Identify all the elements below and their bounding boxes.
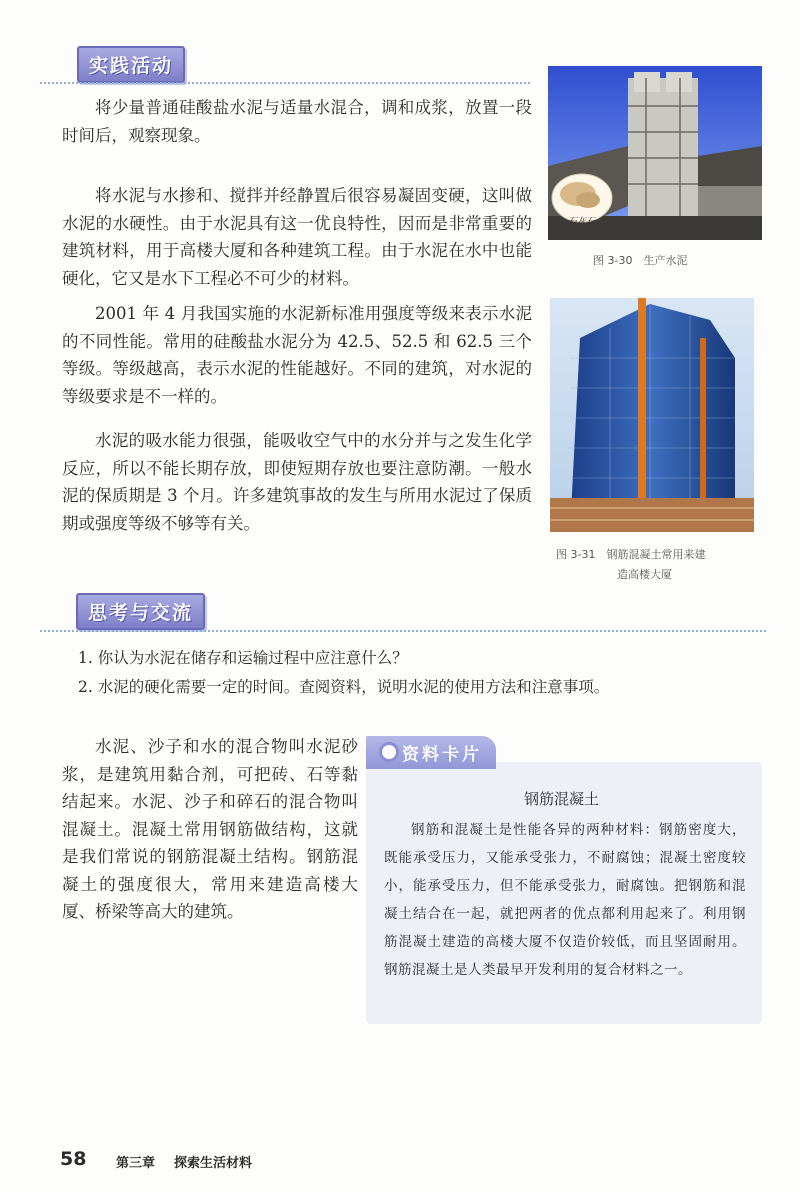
cement-plant-photo <box>548 66 762 240</box>
paragraph-hardening: 将水泥与水掺和、搅拌并经静置后很容易凝固变硬，这叫做水泥的水硬性。由于水泥具有这一优良特性，因而是非常重要的建筑材料，用于高楼大厦和各种建筑工程。由于水泥在水中也能硬化，它又是水下工程必不可少的材料。 <box>62 186 532 288</box>
practice-section-title: 实践活动 <box>77 46 185 83</box>
card-bullet-icon <box>379 742 399 762</box>
section-divider <box>40 82 530 84</box>
page-number: 58 <box>60 1148 87 1170</box>
practice-text: 将少量普通硅酸盐水泥与适量水混合，调和成浆，放置一段时间后，观察现象。 <box>62 98 532 145</box>
figure-3-31-caption-line1: 图 3-31 钢筋混凝土常用来建 <box>556 548 706 561</box>
chapter-number: 第三章 <box>116 1156 156 1171</box>
info-card-tab: 资料卡片 <box>366 736 496 769</box>
info-card-text: 钢筋和混凝土是性能各异的两种材料：钢筋密度大，既能承受压力，又能承受张力，不耐腐蚀；混凝土密度较小，能承受压力，但不能承受张力，耐腐蚀。把钢筋和混凝土结合在一起，就把两者的优点都利用起来了。利用钢筋混凝土建造的高楼大厦不仅造价较低，而且坚固耐用。钢筋混凝土是人类最早开发利用的复合材料之一。 <box>384 822 746 978</box>
skyscraper-photo <box>550 298 754 532</box>
figure-3-31-caption-line2: 造高楼大厦 <box>617 568 672 581</box>
discussion-question-1: 1. 你认为水泥在储存和运输过程中应注意什么？ <box>78 649 408 667</box>
section-divider <box>40 630 766 632</box>
info-card-title: 钢筋混凝土 <box>524 790 600 808</box>
paragraph-storage: 水泥的吸水能力很强，能吸收空气中的水分并与之发生化学反应，所以不能长期存放，即使短期存放也要注意防潮。一般水泥的保质期是 3 个月。许多建筑事故的发生与所用水泥过了保质期或强度等级不够等有关。 <box>62 431 532 533</box>
paragraph-grades: 2001 年 4 月我国实施的水泥新标准用强度等级来表示水泥的不同性能。常用的硅酸盐水泥分为 42.5、52.5 和 62.5 三个等级。等级越高，表示水泥的性能越好。不同的建筑，对水泥的等级要求是不一样的。 <box>62 304 532 406</box>
discussion-question-2: 2. 水泥的硬化需要一定的时间。查阅资料，说明水泥的使用方法和注意事项。 <box>78 678 610 696</box>
chapter-title: 探索生活材料 <box>174 1156 253 1171</box>
paragraph-concrete: 水泥、沙子和水的混合物叫水泥砂浆，是建筑用黏合剂，可把砖、石等黏结起来。水泥、沙子和碎石的混合物叫混凝土。混凝土常用钢筋做结构，这就是我们常说的钢筋混凝土结构。钢筋混凝土的强度很大，常用来建造高楼大厦、桥梁等高大的建筑。 <box>62 737 358 921</box>
figure-3-30-caption: 图 3-30 生产水泥 <box>593 254 688 267</box>
discussion-section-title: 思考与交流 <box>76 593 205 630</box>
limestone-label: 石灰石 <box>568 217 596 227</box>
